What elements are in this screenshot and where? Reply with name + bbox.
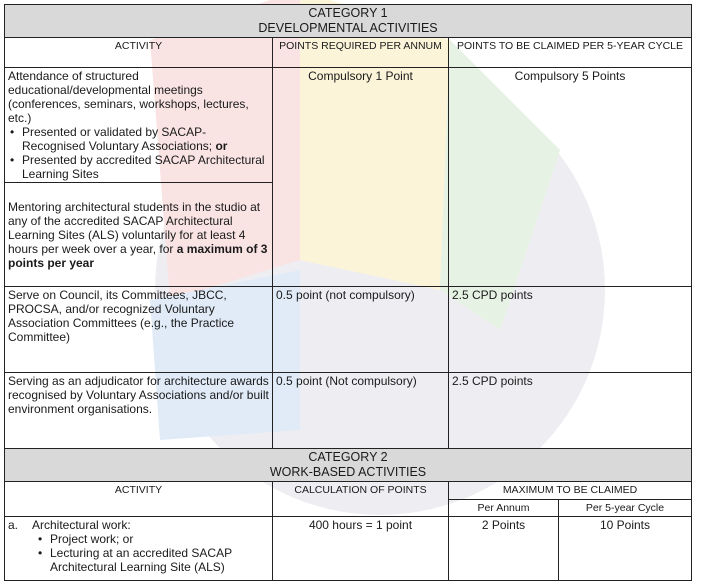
activity-adjudicator: Serving as an adjudicator for architecture awards recognised by Voluntary Associations and/or built environment organisations. bbox=[5, 373, 273, 449]
item-label-a: a. bbox=[8, 518, 19, 532]
col-header-max-claimed: MAXIMUM TO BE CLAIMED bbox=[449, 482, 692, 500]
activity-serve-council: Serve on Council, its Committees, JBCC, PROCSA, and/or recognized Voluntary Association Committees (e.g., the Practice Committee) bbox=[5, 287, 273, 373]
col-header-calculation: CALCULATION OF POINTS bbox=[273, 482, 449, 517]
serve-council-points-annum: 0.5 point (not compulsory) bbox=[273, 287, 449, 373]
work-per-cycle: 10 Points bbox=[559, 517, 692, 581]
activity-attendance bbox=[5, 68, 273, 183]
attendance-bullet-sacap-recognised: • Presented or validated by SACAP-Recognised Voluntary Associations; or bbox=[8, 125, 269, 153]
mentoring-max-points: a maximum of 3 points per year bbox=[8, 241, 268, 270]
category1-subtitle: DEVELOPMENTAL ACTIVITIES bbox=[258, 21, 438, 35]
architectural-work-title: Architectural work: bbox=[32, 518, 131, 532]
category2-title: CATEGORY 2 bbox=[308, 450, 388, 464]
activity-mentoring: Mentoring architectural students in the studio at any of the accredited SACAP Architectural Learning Sites (ALS) voluntarily for at least 4 hours per week over a year, for a maximum of 3 points per year bbox=[5, 183, 273, 287]
col-header-activity: ACTIVITY bbox=[5, 38, 273, 68]
work-bullet-project: • Project work; or bbox=[36, 532, 269, 546]
col-header-per-cycle: Per 5-year Cycle bbox=[559, 500, 692, 517]
shared-points-cycle: Compulsory 5 Points bbox=[449, 68, 692, 287]
col-header-points-cycle: POINTS TO BE CLAIMED PER 5-YEAR CYCLE bbox=[449, 38, 692, 68]
col-header-activity-2: ACTIVITY bbox=[5, 482, 273, 517]
category1-title: CATEGORY 1 bbox=[308, 6, 388, 20]
col-header-points-annum: POINTS REQUIRED PER ANNUM bbox=[273, 38, 449, 68]
activity-architectural-work bbox=[5, 517, 273, 581]
adjudicator-points-annum: 0.5 point (Not compulsory) bbox=[273, 373, 449, 449]
col-header-per-annum: Per Annum bbox=[449, 500, 559, 517]
attendance-intro: Attendance of structured educational/developmental meetings (conferences, seminars, workshops, lectures, etc.) bbox=[8, 69, 249, 125]
serve-council-points-cycle: 2.5 CPD points bbox=[449, 287, 692, 373]
adjudicator-points-cycle: 2.5 CPD points bbox=[449, 373, 692, 449]
work-bullet-lecturing: • Lecturing at an accredited SACAP Architectural Learning Site (ALS) bbox=[36, 546, 269, 574]
work-per-annum: 2 Points bbox=[449, 517, 559, 581]
attendance-bullet-accredited-sites: • Presented by accredited SACAP Architectural Learning Sites bbox=[8, 153, 269, 181]
category1-header bbox=[5, 5, 692, 38]
category2-header bbox=[5, 449, 692, 482]
cpd-points-table bbox=[4, 4, 692, 581]
shared-points-annum: Compulsory 1 Point bbox=[273, 68, 449, 287]
category2-subtitle: WORK-BASED ACTIVITIES bbox=[269, 465, 427, 479]
work-calculation: 400 hours = 1 point bbox=[273, 517, 449, 581]
